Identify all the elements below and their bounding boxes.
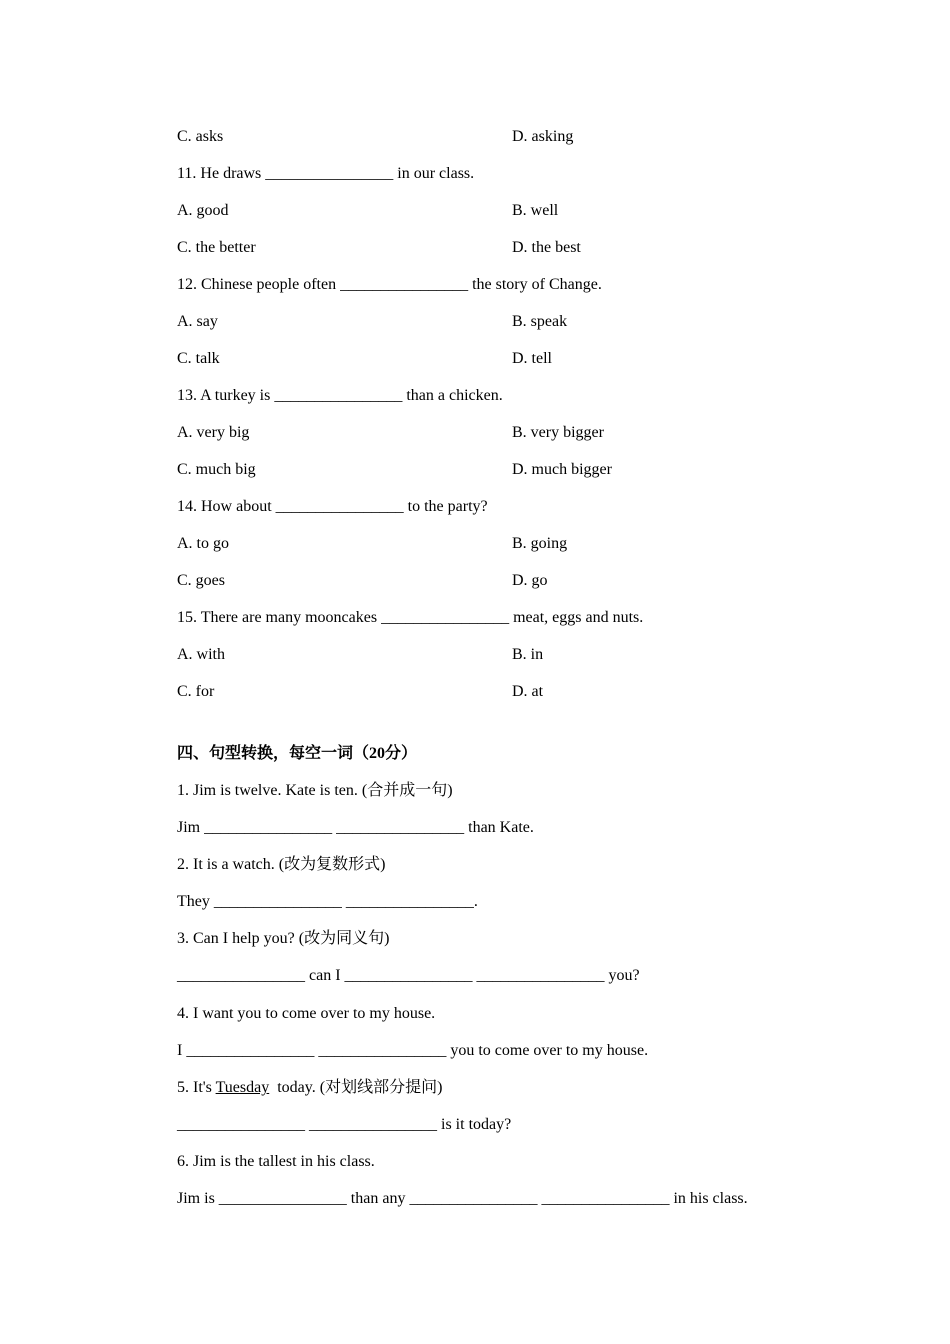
s4-item5-prompt [177, 1078, 442, 1098]
q11-option-b: B. well [512, 202, 559, 219]
q12-option-d: D. tell [512, 350, 552, 367]
s4-item5-prompt-after: today. (对划线部分提问) [269, 1079, 443, 1096]
q13-option-c: C. much big [177, 461, 256, 478]
q14-option-a: A. to go [177, 535, 229, 552]
q14-option-c: C. goes [177, 572, 225, 589]
q12-option-a: A. say [177, 313, 218, 330]
q11-option-c: C. the better [177, 239, 256, 256]
s4-item5-answer: ________________ ________________ is it today? [177, 1116, 512, 1133]
q10-option-c: C. asks [177, 128, 224, 145]
q15-stem: 15. There are many mooncakes ________________ meat, eggs and nuts. [177, 609, 644, 626]
q15-option-d: D. at [512, 683, 544, 700]
s4-item6-answer: Jim is ________________ than any ________________ ________________ in his class. [177, 1190, 748, 1207]
s4-item2-prompt: 2. It is a watch. (改为复数形式) [177, 856, 386, 873]
q15-option-c: C. for [177, 683, 215, 700]
s4-item3-answer: ________________ can I ________________ ________________ you? [177, 967, 640, 984]
q10-option-d: D. asking [512, 128, 574, 145]
s4-item4-prompt: 4. I want you to come over to my house. [177, 1005, 436, 1022]
q15-option-a: A. with [177, 646, 225, 663]
s4-item4-answer: I ________________ ________________ you to come over to my house. [177, 1042, 649, 1059]
q13-option-b: B. very bigger [512, 424, 604, 441]
q12-stem: 12. Chinese people often ________________ the story of Change. [177, 276, 602, 293]
q14-stem: 14. How about ________________ to the party? [177, 498, 488, 515]
s4-item1-answer: Jim ________________ ________________ than Kate. [177, 819, 534, 836]
section-4-heading: 四、句型转换，每空一词（20分） [177, 745, 418, 762]
q14-option-d: D. go [512, 572, 548, 589]
s4-item1-prompt: 1. Jim is twelve. Kate is ten. (合并成一句) [177, 782, 453, 799]
q12-option-b: B. speak [512, 313, 568, 330]
q11-stem: 11. He draws ________________ in our class. [177, 165, 475, 182]
s4-item5-underlined-word: Tuesday [215, 1079, 270, 1096]
q13-stem: 13. A turkey is ________________ than a chicken. [177, 387, 503, 404]
q14-option-b: B. going [512, 535, 568, 552]
q12-option-c: C. talk [177, 350, 220, 367]
q15-option-b: B. in [512, 646, 544, 663]
s4-item5-prompt-before: 5. It's [177, 1079, 216, 1096]
s4-item2-answer: They ________________ ________________. [177, 893, 478, 910]
q11-option-a: A. good [177, 202, 229, 219]
q13-option-a: A. very big [177, 424, 250, 441]
q13-option-d: D. much bigger [512, 461, 612, 478]
s4-item3-prompt: 3. Can I help you? (改为同义句) [177, 930, 390, 947]
s4-item6-prompt: 6. Jim is the tallest in his class. [177, 1153, 375, 1170]
q11-option-d: D. the best [512, 239, 581, 256]
